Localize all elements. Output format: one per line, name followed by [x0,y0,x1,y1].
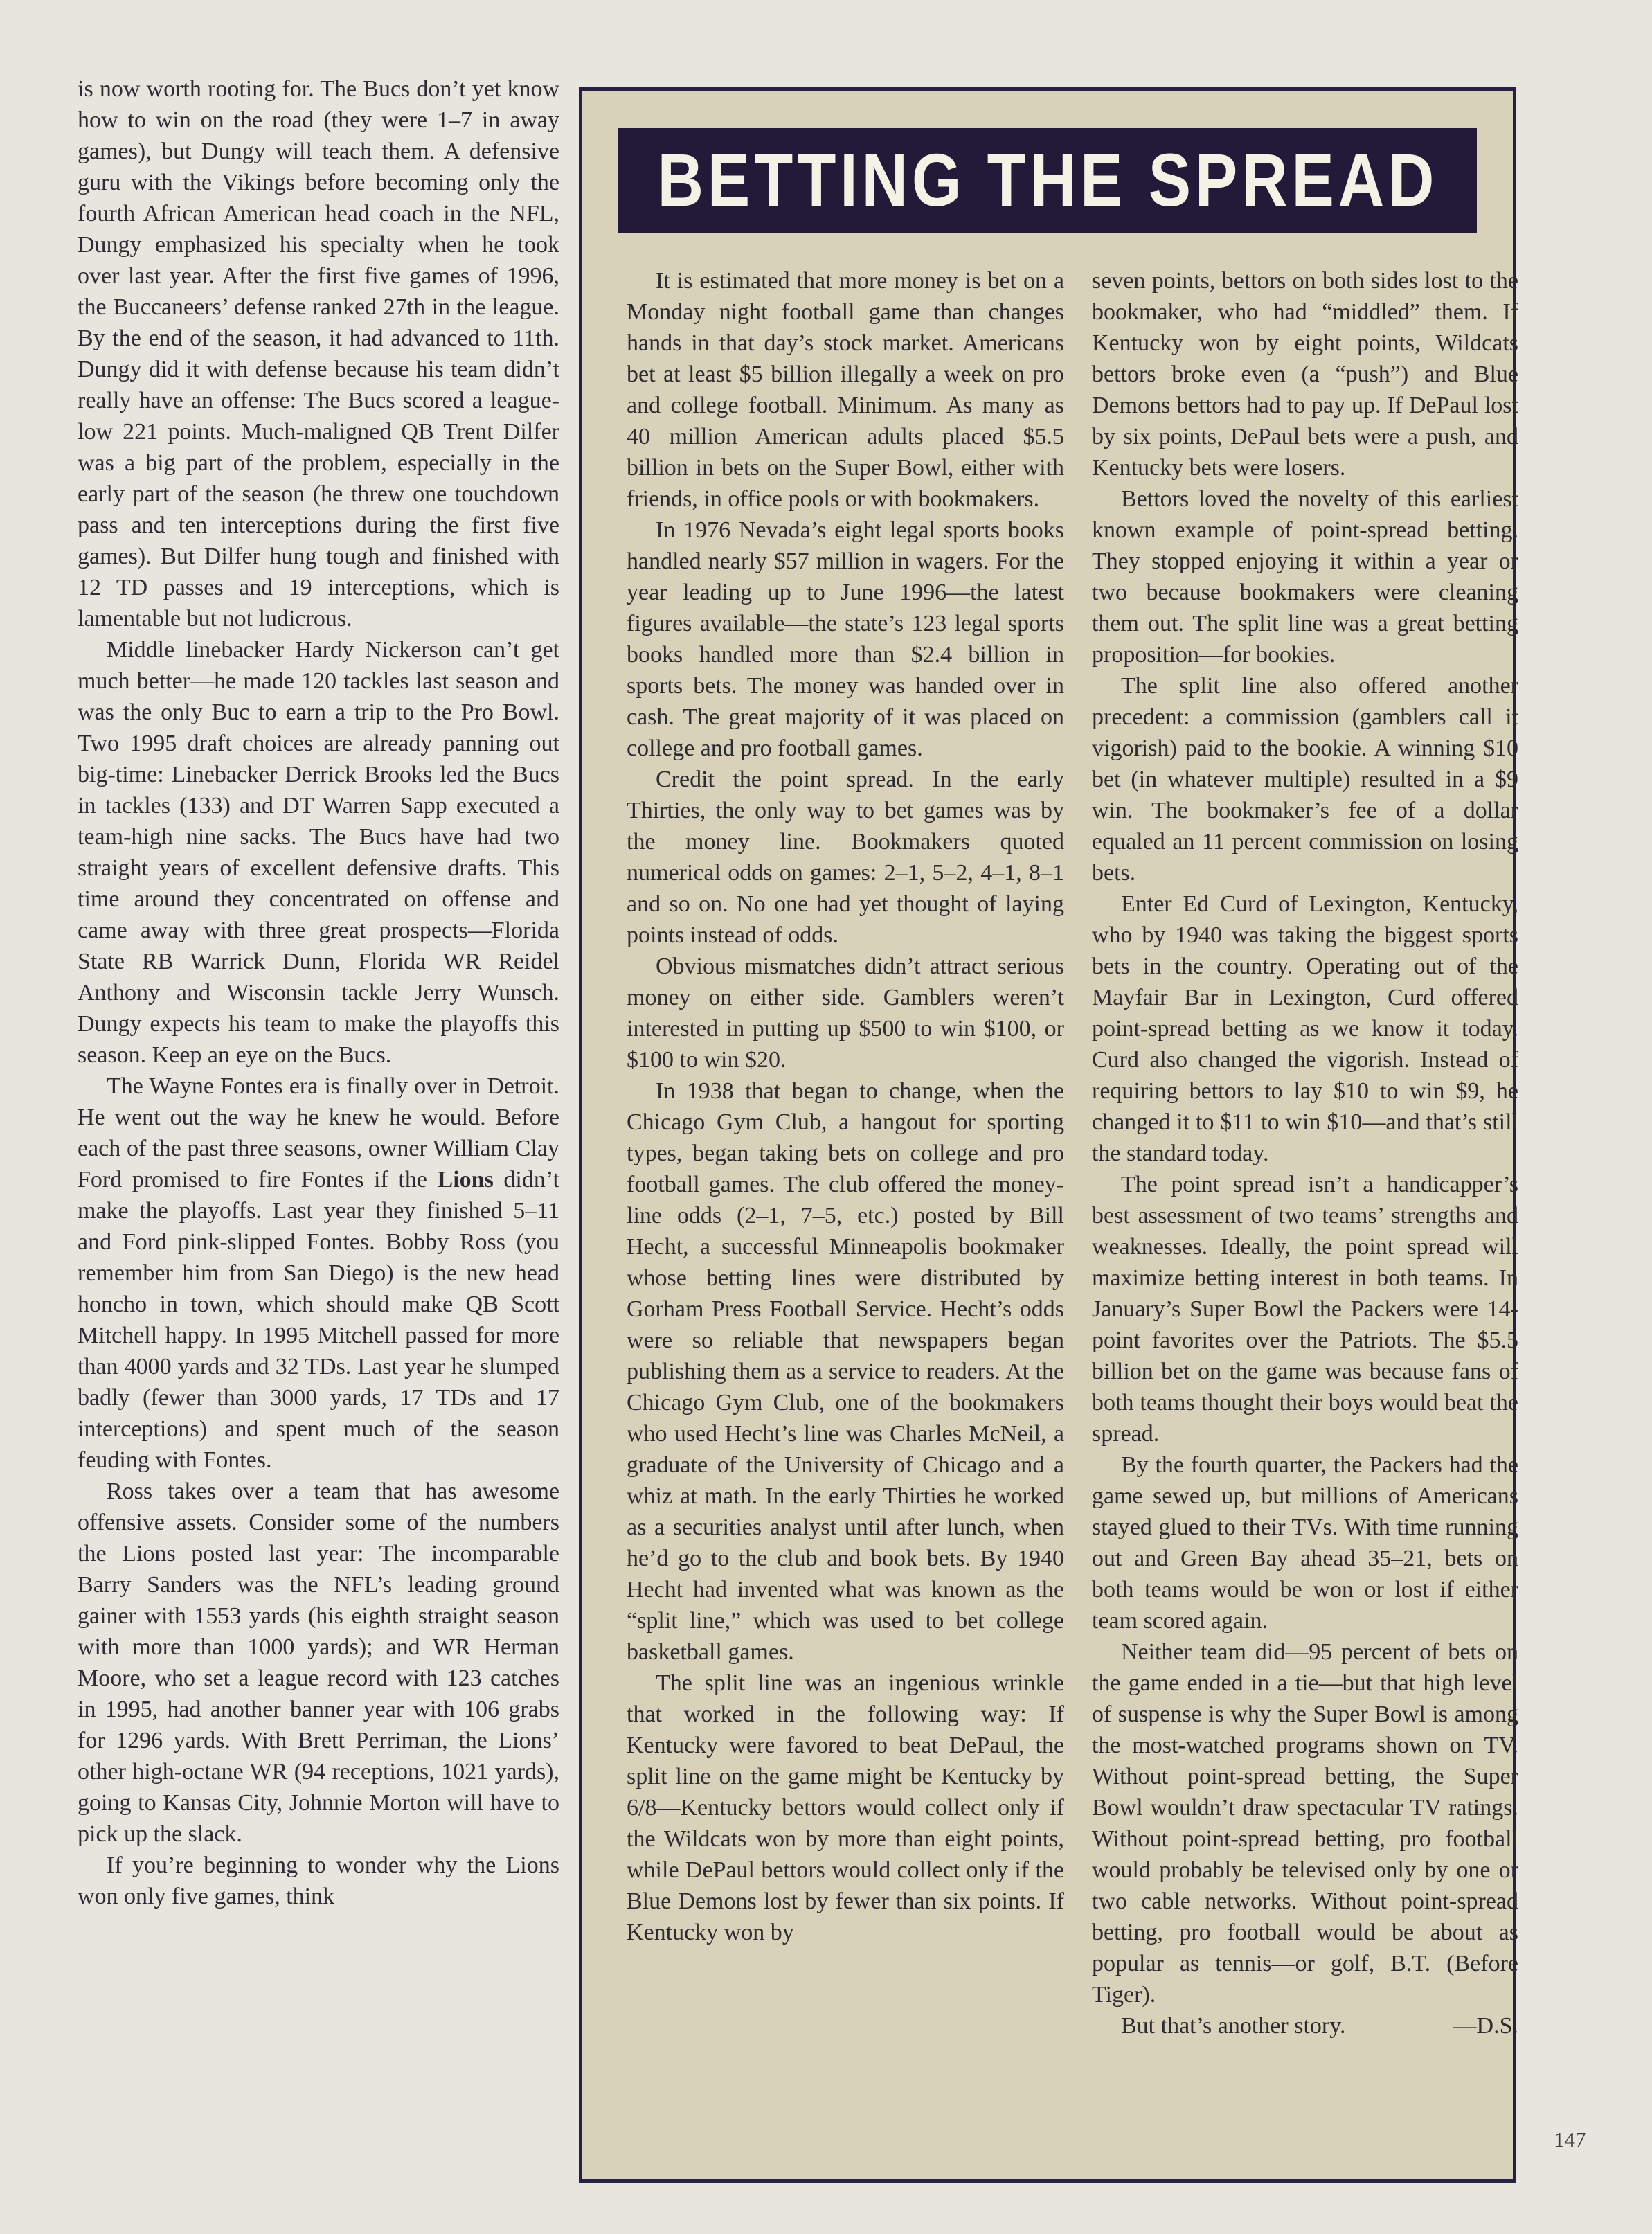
box-paragraph: In 1976 Nevada’s eight legal sports books handled nearly $57 million in wagers. For the year leading up to June 1996—the latest figures available—the state’s 123 legal sports books handled more than $2.4 billion in sports bets. The money was handed over in cash. The great majority of it was placed on college and pro football games. [627,517,1064,761]
closing-text: But that’s another story. [1121,2013,1346,2039]
box-paragraph: Neither team did—95 percent of bets on the game ended in a tie—but that high level of suspense is why the Super Bowl is among the most-watched programs shown on TV. Without point-spread betting, the Super Bowl wouldn’t draw spectacular TV ratings. Without point-spread betting, pro football would probably be televised only by one or two cable networks. Without point-spread betting, pro football would be about as popular as tennis—or golf, B.T. (Before Tiger). [1092,1639,1518,2008]
box-paragraph: Bettors loved the novelty of this earliest known example of point-spread betting. They stopped enjoying it within a year or two because bookmakers were cleaning them out. The split line was a great betting proposition—for bookies. [1092,486,1518,668]
box-column-left [627,265,1064,1948]
box-paragraph: In 1938 that began to change, when the Chicago Gym Club, a hangout for sporting types, began taking bets on college and pro football games. The club offered the money-line odds (2–1, 7–5, etc.) posted by Bill Hecht, a successful Minneapolis bookmaker whose betting lines were distributed by Gorham Press Football Service. Hecht’s odds were so reliable that newspapers began publishing them as a service to readers. At the Chicago Gym Club, one of the bookmakers who used Hecht’s line was Charles McNeil, a graduate of the University of Chicago and a whiz at math. In the early Thirties he worked as a securities analyst until after lunch, when he’d go to the club and book bets. By 1940 Hecht had invented what was known as the “split line,” which was used to bet college basketball games. [627,1078,1064,1665]
article-paragraph [78,1071,559,1476]
box-paragraph: It is estimated that more money is bet on a Monday night football game than changes hands in that day’s stock market. Americans bet at least $5 billion illegally a week on pro and college football. Minimum. As many as 40 million American adults placed $5.5 billion in bets on the Super Bowl, either with friends, in office pools or with bookmakers. [627,268,1064,512]
betting-sidebar-box [579,87,1516,2183]
box-paragraph: The split line was an ingenious wrinkle that worked in the following way: If Kentucky were favored to beat DePaul, the split line on the game might be Kentucky by 6/8—Kentucky bettors would collect only if the Wildcats won by more than eight points, while DePaul bettors would collect only if the Blue Demons lost by fewer than six points. If Kentucky won by [627,1670,1064,1945]
box-paragraph: The split line also offered another precedent: a commission (gamblers call it vigorish) paid to the bookie. A winning $10 bet (in whatever multiple) resulted in a $9 win. The bookmaker’s fee of a dollar equaled an 11 percent commission on losing bets. [1092,673,1518,886]
paragraph-text: The Wayne Fontes era is finally over in Detroit. He went out the way he knew he would. Before each of the past three seasons, owner William Clay Ford promised to fire Fontes if the [78,1073,559,1192]
box-paragraph: By the fourth quarter, the Packers had the game sewed up, but millions of Americans stayed glued to their TVs. With time running out and Green Bay ahead 35–21, bets on both teams would be won or lost if either team scored again. [1092,1452,1518,1634]
author-initials: —D.S. [1453,2013,1518,2039]
box-column-right [1092,265,1518,2041]
article-paragraph: is now worth rooting for. The Bucs don’t yet know how to win on the road (they were 1–7 in away games), but Dungy will teach them. A defensive guru with the Vikings before becoming only the fourth African American head coach in the NFL, Dungy emphasized his specialty when he took over last year. After the first five games of 1996, the Buccaneers’ defense ranked 27th in the league. By the end of the season, it had advanced to 11th. Dungy did it with defense because his team didn’t really have an offense: The Bucs scored a league-low 221 points. Much-maligned QB Trent Dilfer was a big part of the problem, especially in the early part of the season (he threw one touchdown pass and ten interceptions during the first five games). But Dilfer hung tough and finished with 12 TD passes and 19 interceptions, which is lamentable but not ludicrous. [78,76,559,632]
article-paragraph: Middle linebacker Hardy Nickerson can’t get much better—he made 120 tackles last season and was the only Buc to earn a trip to the Pro Bowl. Two 1995 draft choices are already panning out big-time: Linebacker Derrick Brooks led the Bucs in tackles (133) and DT Warren Sapp executed a team-high nine sacks. The Bucs have had two straight years of excellent defensive drafts. This time around they concentrated on offense and came away with three great prospects—Florida State RB Warrick Dunn, Florida WR Reidel Anthony and Wisconsin tackle Jerry Wunsch. Dungy expects his team to make the playoffs this season. Keep an eye on the Bucs. [78,637,559,1068]
paragraph-text: didn’t make the playoffs. Last year they finished 5–11 and Ford pink-slipped Fontes. Bobby Ross (you remember him from San Diego) is the new head honcho in town, which should make QB Scott Mitchell happy. In 1995 Mitchell passed for more than 4000 yards and 32 TDs. Last year he slumped badly (fewer than 3000 yards, 17 TDs and 17 interceptions) and spent much of the season feuding with Fontes. [78,1167,559,1473]
left-article-column [78,73,559,1912]
article-paragraph: Ross takes over a team that has awesome offensive assets. Consider some of the numbers the Lions posted last year: The incomparable Barry Sanders was the NFL’s leading ground gainer with 1553 yards (his eighth straight season with more than 1000 yards); and WR Herman Moore, who set a league record with 123 catches in 1995, had another banner year with 106 grabs for 1296 yards. With Brett Perriman, the Lions’ other high-octane WR (94 receptions, 1021 yards), going to Kansas City, Johnnie Morton will have to pick up the slack. [78,1478,559,1847]
box-paragraph: Credit the point spread. In the early Thirties, the only way to bet games was by the money line. Bookmakers quoted numerical odds on games: 2–1, 5–2, 4–1, 8–1 and so on. No one had yet thought of laying points instead of odds. [627,767,1064,948]
box-title-banner [618,128,1477,233]
box-closing-line [1092,2010,1518,2041]
article-paragraph: If you’re beginning to wonder why the Lions won only five games, think [78,1852,559,1909]
box-title: BETTING THE SPREAD [657,138,1438,222]
team-name-bold: Lions [437,1167,494,1192]
box-paragraph: Obvious mismatches didn’t attract serious money on either side. Gamblers weren’t interested in putting up $500 to win $100, or $100 to win $20. [627,954,1064,1073]
page-number: 147 [1554,2127,1586,2152]
box-paragraph: seven points, bettors on both sides lost to the bookmaker, who had “middled” them. If Kentucky won by eight points, Wildcats bettors broke even (a “push”) and Blue Demons bettors had to pay up. If DePaul lost by six points, DePaul bets were a push, and Kentucky bets were losers. [1092,268,1518,481]
box-paragraph: Enter Ed Curd of Lexington, Kentucky, who by 1940 was taking the biggest sports bets in the country. Operating out of the Mayfair Bar in Lexington, Curd offered point-spread betting as we know it today. Curd also changed the vigorish. Instead of requiring bettors to lay $10 to win $9, he changed it to $11 to win $10—and that’s still the standard today. [1092,891,1518,1166]
box-paragraph: The point spread isn’t a handicapper’s best assessment of two teams’ strengths and weaknesses. Ideally, the point spread will maximize betting interest in both teams. In January’s Super Bowl the Packers were 14-point favorites over the Patriots. The $5.5 billion bet on the game was because fans of both teams thought their boys would beat the spread. [1092,1172,1518,1447]
